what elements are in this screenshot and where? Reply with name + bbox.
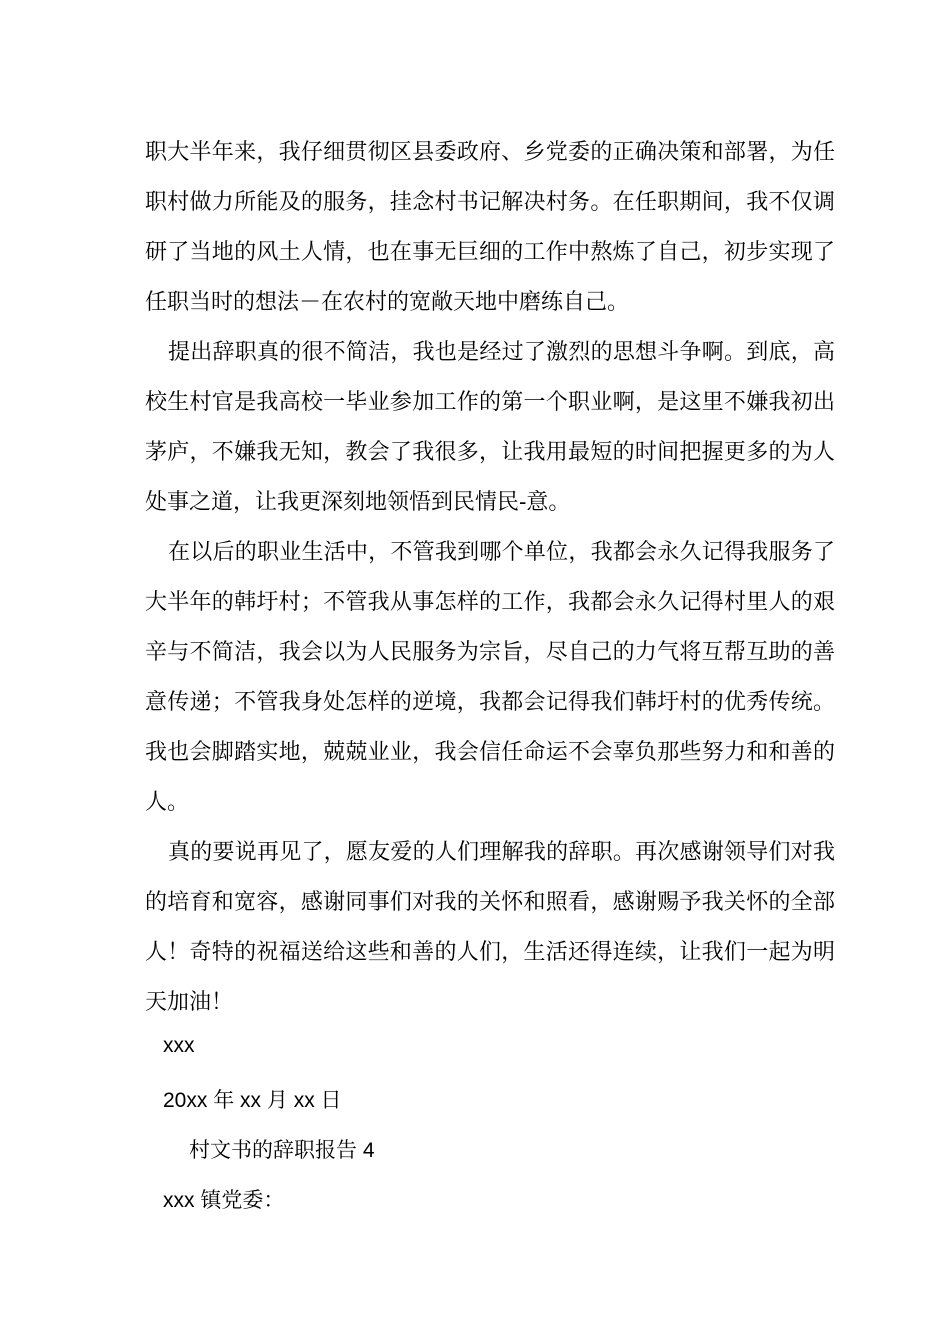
letter-body <box>145 128 835 1028</box>
section-title: 村文书的辞职报告 4 <box>189 1139 375 1162</box>
date-line: 20xx 年 xx 月 xx 日 <box>163 1089 342 1112</box>
paragraph-1: 职大半年来，我仔细贯彻区县委政府、乡党委的正确决策和部署，为任职村做力所能及的服务，挂念村书记解决村务。在任职期间，我不仅调研了当地的风土人情，也在事无巨细的工作中熬炼了自己，初步实现了任职当时的想法－在农村的宽敞天地中磨练自己。 <box>145 140 835 315</box>
paragraph-3: 在以后的职业生活中，不管我到哪个单位，我都会永久记得我服务了大半年的韩圩村；不管我从事怎样的工作，我都会永久记得村里人的艰辛与不简洁，我会以为人民服务为宗旨，尽自己的力气将互帮互助的善意传递；不管我身处怎样的逆境，我都会记得我们韩圩村的优秀传统。我也会脚踏实地，兢兢业业，我会信任命运不会辜负那些努力和和善的人。 <box>145 540 835 815</box>
paragraph-2: 提出辞职真的很不简洁，我也是经过了激烈的思想斗争啊。到底，高校生村官是我高校一毕业参加工作的第一个职业啊，是这里不嫌我初出茅庐，不嫌我无知，教会了我很多，让我用最短的时间把握更多的为人处事之道，让我更深刻地领悟到民情民-意。 <box>145 340 835 515</box>
salutation: xxx 镇党委： <box>163 1189 285 1212</box>
paragraph-4: 真的要说再见了，愿友爱的人们理解我的辞职。再次感谢领导们对我的培育和宽容，感谢同事们对我的关怀和照看，感谢赐予我关怀的全部人！奇特的祝福送给这些和善的人们，生活还得连续，让我们一起为明天加油！ <box>145 840 835 1015</box>
signature: xxx <box>163 1034 195 1057</box>
